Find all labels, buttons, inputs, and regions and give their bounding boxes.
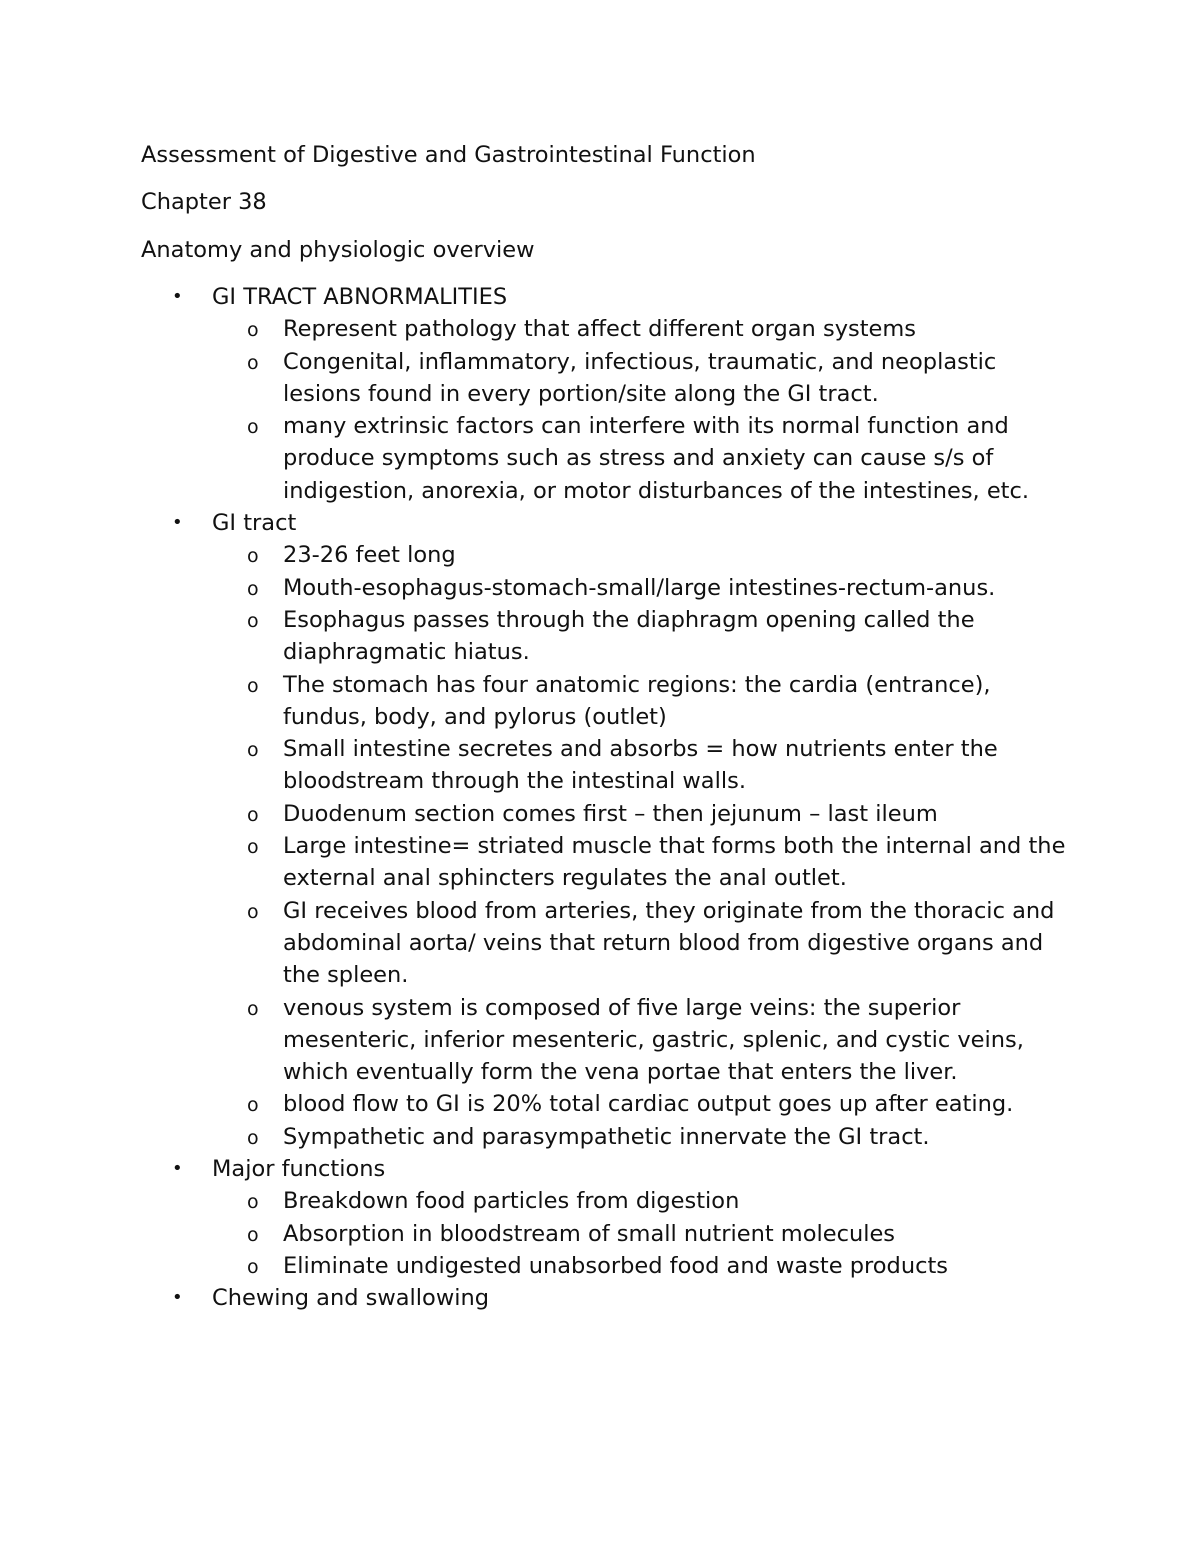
sub-list-item <box>247 798 1073 830</box>
chapter-label: Chapter 38 <box>141 189 267 215</box>
sub-list <box>212 313 1200 507</box>
circle-bullet-icon: o <box>247 319 259 342</box>
sub-list-item-text: Mouth-esophagus-stomach-small/large intestines-rectum-anus. <box>283 574 996 601</box>
sub-list-item <box>247 992 1073 1089</box>
circle-bullet-icon: o <box>247 609 259 632</box>
outline-item-text: Chewing and swallowing <box>212 1285 490 1312</box>
circle-bullet-icon: o <box>247 577 259 600</box>
sub-list-item-text: Breakdown food particles from digestion <box>283 1188 740 1215</box>
document-title: Assessment of Digestive and Gastrointestinal Function <box>141 142 756 168</box>
bullet-icon: • <box>172 512 183 534</box>
sub-list-item-text: blood flow to GI is 20% total cardiac output goes up after eating. <box>283 1091 1014 1118</box>
sub-list-item <box>247 733 1073 798</box>
circle-bullet-icon: o <box>247 416 259 439</box>
bullet-icon: • <box>172 286 183 307</box>
sub-list-item-text: The stomach has four anatomic regions: the cardia (entrance), fundus, body, and pylorus (outlet) <box>283 671 991 730</box>
outline-item <box>0 281 1200 507</box>
sub-list-item-text: Represent pathology that affect different organ systems <box>283 316 917 343</box>
circle-bullet-icon: o <box>247 1223 259 1246</box>
sub-list-item <box>247 313 1073 345</box>
sub-list-item-text: Small intestine secretes and absorbs = how nutrients enter the bloodstream through the intestinal walls. <box>283 736 998 795</box>
sub-list-item-text: Large intestine= striated muscle that forms both the internal and the external anal sphincters regulates the anal outlet. <box>283 833 1066 892</box>
circle-bullet-icon: o <box>247 997 259 1020</box>
sub-list-item-text: many extrinsic factors can interfere with its normal function and produce symptoms such as stress and anxiety can cause s/s of indigestion, anorexia, or motor disturbances of the intestines, etc. <box>283 413 1030 504</box>
bullet-icon: • <box>172 1287 183 1309</box>
sub-list-item <box>247 1088 1073 1120</box>
circle-bullet-icon: o <box>247 803 259 826</box>
circle-bullet-icon: o <box>247 674 259 697</box>
sub-list-item <box>247 346 1073 411</box>
outline-item <box>0 507 1200 1153</box>
sub-list-item <box>247 1218 1073 1250</box>
sub-list <box>212 1185 1200 1282</box>
sub-list-item <box>247 1121 1073 1153</box>
outline-item-text: GI tract <box>212 510 297 537</box>
sub-list-item-text: venous system is composed of five large veins: the superior mesenteric, inferior mesenteric, gastric, splenic, and cystic veins, which eventually form the vena portae that enters the liver. <box>283 994 1024 1086</box>
sub-list <box>212 539 1200 1153</box>
sub-list-item-text: Congenital, inflammatory, infectious, traumatic, and neoplastic lesions found in every portion/site along the GI tract. <box>283 348 997 407</box>
circle-bullet-icon: o <box>247 900 259 923</box>
circle-bullet-icon: o <box>247 1255 259 1278</box>
sub-list-item-text: Duodenum section comes first – then jejunum – last ileum <box>283 800 938 827</box>
sub-list-item-text: Absorption in bloodstream of small nutrient molecules <box>283 1220 896 1247</box>
circle-bullet-icon: o <box>247 739 259 762</box>
sub-list-item <box>247 539 1073 571</box>
section-heading: Anatomy and physiologic overview <box>141 237 535 263</box>
bullet-icon: • <box>172 1158 183 1180</box>
sub-list-item <box>247 604 1073 669</box>
sub-list-item <box>247 572 1073 604</box>
sub-list-item-text: Sympathetic and parasympathetic innervate the GI tract. <box>283 1123 930 1150</box>
outline-item-text: GI TRACT ABNORMALITIES <box>212 284 508 310</box>
sub-list-item-text: Esophagus passes through the diaphragm opening called the diaphragmatic hiatus. <box>283 606 975 666</box>
outline-list <box>0 281 1200 1315</box>
outline-item <box>0 1282 1200 1314</box>
sub-list-item <box>247 669 1073 734</box>
circle-bullet-icon: o <box>247 1126 259 1149</box>
sub-list-item <box>247 410 1073 507</box>
circle-bullet-icon: o <box>247 1191 259 1214</box>
circle-bullet-icon: o <box>247 1094 259 1117</box>
sub-list-item-text: GI receives blood from arteries, they originate from the thoracic and abdominal aorta/ veins that return blood from digestive organs and the spleen. <box>283 897 1055 989</box>
circle-bullet-icon: o <box>247 351 259 374</box>
sub-list-item-text: 23-26 feet long <box>283 542 456 569</box>
circle-bullet-icon: o <box>247 836 259 859</box>
outline-item-text: Major functions <box>212 1156 386 1183</box>
sub-list-item <box>247 830 1073 895</box>
sub-list-item <box>247 895 1073 992</box>
sub-list-item <box>247 1250 1073 1282</box>
sub-list-item <box>247 1185 1073 1217</box>
sub-list-item-text: Eliminate undigested unabsorbed food and waste products <box>283 1252 949 1279</box>
circle-bullet-icon: o <box>247 545 259 568</box>
outline-item <box>0 1153 1200 1282</box>
